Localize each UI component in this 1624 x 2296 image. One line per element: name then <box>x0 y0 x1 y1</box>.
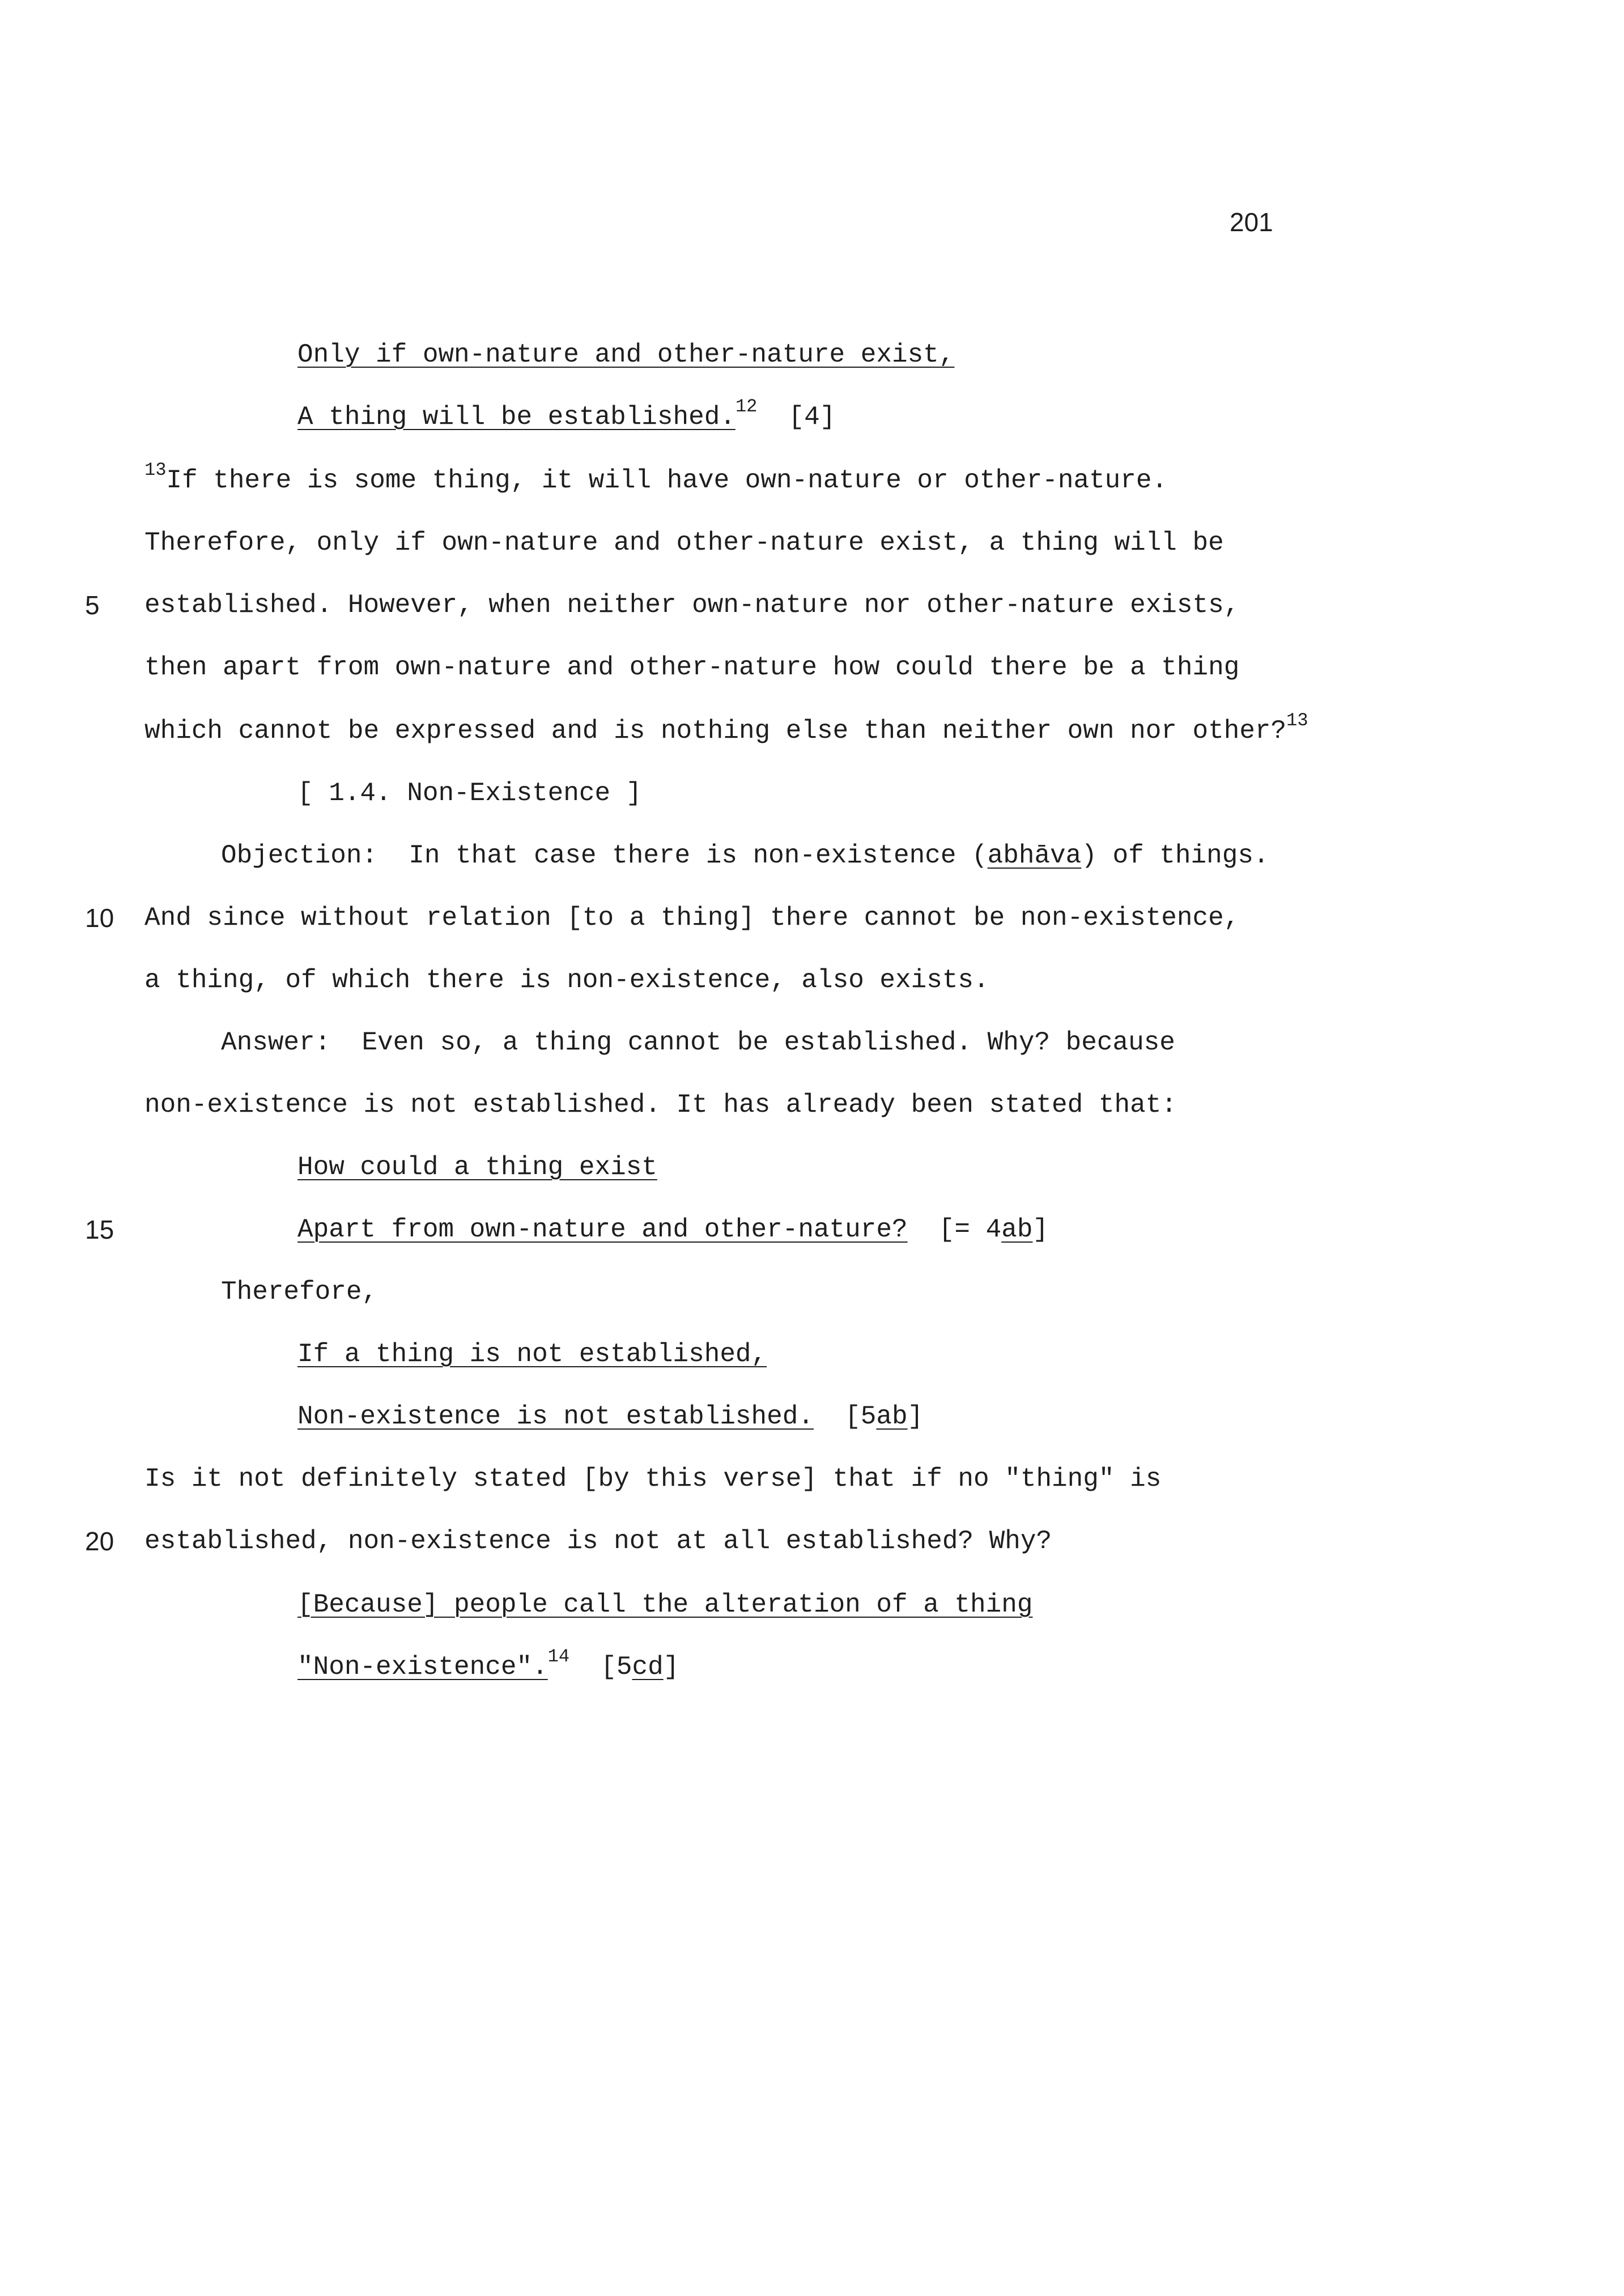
footnote-13-close: 13 <box>1286 709 1308 731</box>
answer-text: Even so, a thing cannot be established. Why? because <box>362 1028 1175 1057</box>
section-heading: [ 1.4. Non-Existence ] <box>297 779 642 808</box>
quote-line-2 <box>297 1214 1048 1245</box>
verse-5-line-c <box>297 1589 1032 1621</box>
line-number-5: 5 <box>85 590 100 620</box>
tag-5ab-close: ] <box>907 1402 924 1431</box>
tag-5cd-cd: cd <box>632 1652 664 1682</box>
objection-line <box>221 840 1269 871</box>
tag-5ab-open: [5 <box>845 1402 877 1431</box>
answer-label: Answer: <box>221 1028 331 1057</box>
footnote-14: 14 <box>547 1646 570 1667</box>
quote-line-1: How could a thing exist <box>297 1153 657 1182</box>
verse-4-tag: [4] <box>788 402 836 432</box>
page-number: 201 <box>1230 207 1273 237</box>
answer-line <box>221 1027 1175 1058</box>
verse-5-line-d <box>297 1646 679 1683</box>
quote-tag-open: [= 4 <box>938 1215 1002 1244</box>
verse-5-line-b-text: Non-existence is not established. <box>297 1402 814 1431</box>
verse-4-line-b <box>297 396 836 433</box>
because-bracket: [Because] <box>297 1590 439 1619</box>
paragraph-line-8: a thing, of which there is non-existence, also exists. <box>144 966 989 995</box>
quote-line-2-text: Apart from own-nature and other-nature? <box>297 1215 908 1244</box>
tag-5cd-open: [5 <box>601 1652 632 1682</box>
footnote-12: 12 <box>735 396 758 417</box>
verse-4-line-b-text: A thing will be established. <box>297 402 736 432</box>
paragraph-line-2: Therefore, only if own-nature and other-nature exist, a thing will be <box>144 528 1224 558</box>
verse-4-line-a: Only if own-nature and other-nature exist, <box>297 340 955 369</box>
paragraph-line-1-text: If there is some thing, it will have own-nature or other-nature. <box>166 466 1168 495</box>
abhava-term: abhāva <box>987 841 1082 870</box>
line-number-20: 20 <box>85 1527 114 1556</box>
paragraph-line-5 <box>144 709 1308 747</box>
tag-5ab-ab: ab <box>876 1402 908 1431</box>
paragraph-line-4: then apart from own-nature and other-nature how could there be a thing <box>144 653 1240 682</box>
paragraph-line-10: non-existence is not established. It has already been stated that: <box>144 1090 1177 1120</box>
paragraph-line-5-text: which cannot be expressed and is nothing else than neither own nor other? <box>144 716 1287 746</box>
tag-5cd-close: ] <box>663 1652 679 1682</box>
objection-label: Objection: <box>221 841 378 870</box>
verse-5-line-d-text: "Non-existence". <box>297 1652 548 1682</box>
quote-tag-close: ] <box>1032 1215 1049 1244</box>
therefore-line: Therefore, <box>221 1277 378 1307</box>
line-number-15: 15 <box>85 1215 114 1244</box>
footnote-13-open: 13 <box>144 459 167 481</box>
quote-tag-ab: ab <box>1001 1215 1033 1244</box>
paragraph-line-16: established, non-existence is not at all established? Why? <box>144 1527 1052 1556</box>
objection-text-b: ) of things. <box>1081 841 1269 870</box>
paragraph-line-7: And since without relation [to a thing] there cannot be non-existence, <box>144 903 1240 933</box>
paragraph-line-1 <box>144 459 1168 496</box>
line-number-10: 10 <box>85 903 114 933</box>
verse-5-line-c-text: people call the alteration of a thing <box>438 1590 1033 1619</box>
objection-text-a: In that case there is non-existence ( <box>409 841 988 870</box>
verse-5-line-a: If a thing is not established, <box>297 1340 767 1369</box>
paragraph-line-15: Is it not definitely stated [by this verse] that if no "thing" is <box>144 1464 1162 1494</box>
paragraph-line-3: established. However, when neither own-nature nor other-nature exists, <box>144 590 1240 620</box>
verse-5-line-b <box>297 1401 923 1432</box>
